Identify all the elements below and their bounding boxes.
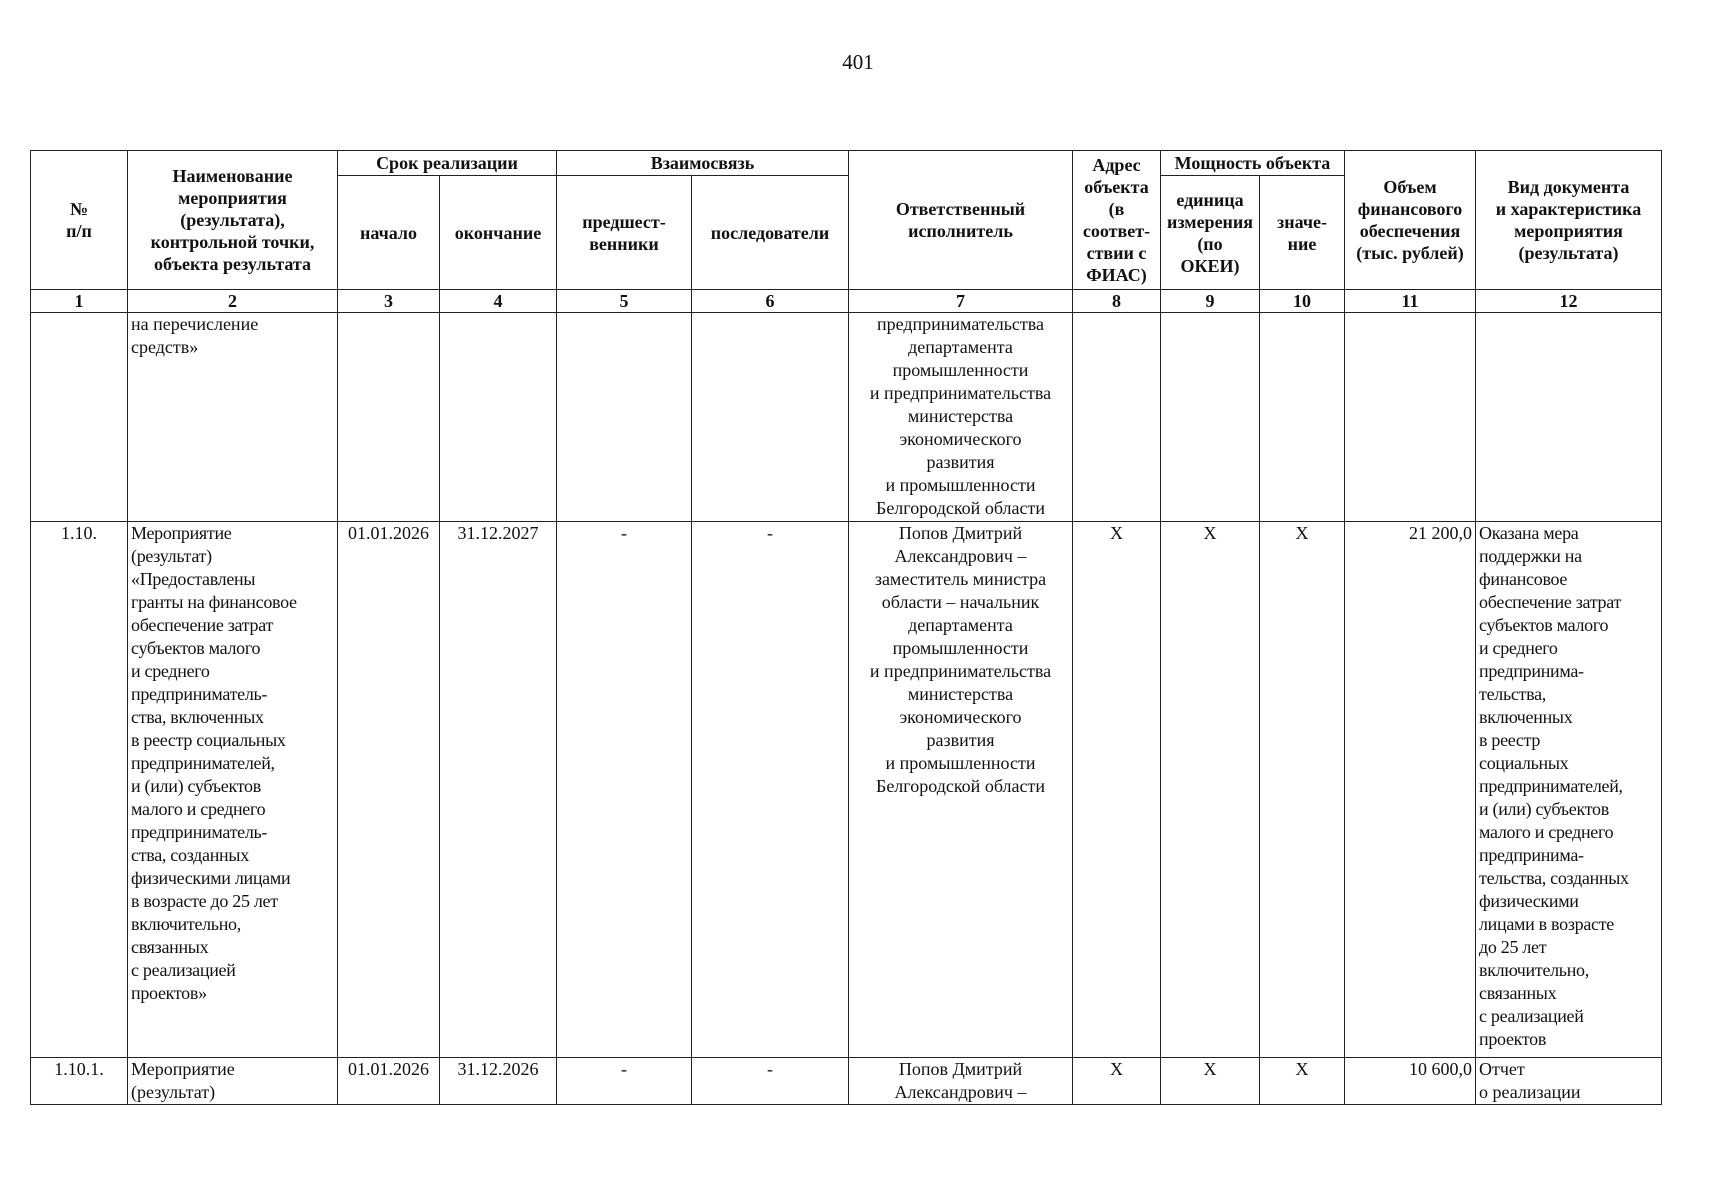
cell-document <box>1476 313 1662 522</box>
table-row <box>31 1058 1662 1105</box>
cell-num <box>31 313 128 522</box>
cell-document: Отчет о реализации <box>1476 1058 1662 1105</box>
cell-responsible: Попов Дмитрий Александрович – заместитель министра области – начальник департамента промышленности и предпринимательства министерства экономического развития и промышленности Белгородской области <box>849 522 1073 1058</box>
cell-unit <box>1161 313 1260 522</box>
col-number: 2 <box>128 290 338 313</box>
cell-start: 01.01.2026 <box>338 522 440 1058</box>
cell-name: на перечисление средств» <box>128 313 338 522</box>
cell-predecessors <box>557 313 692 522</box>
col-number: 10 <box>1260 290 1345 313</box>
header-term-group: Срок реализации <box>338 151 557 176</box>
col-number: 4 <box>440 290 557 313</box>
header-num: № п/п <box>31 151 128 290</box>
cell-successors: - <box>692 522 849 1058</box>
cell-start: 01.01.2026 <box>338 1058 440 1105</box>
cell-end <box>440 313 557 522</box>
table-row <box>31 313 1662 522</box>
cell-finance <box>1345 313 1476 522</box>
cell-predecessors: - <box>557 522 692 1058</box>
cell-unit: Х <box>1161 522 1260 1058</box>
col-number: 9 <box>1161 290 1260 313</box>
cell-name: Мероприятие (результат) «Предоставлены гранты на финансовое обеспечение затрат субъектов малого и среднего предприниматель- ства, включенных в реестр социальных предпринимателей, и (или) субъектов малого и среднего предприниматель- ства, созданных физическими лицами в возрасте до 25 лет включительно, связанных с реализацией проектов» <box>128 522 338 1058</box>
header-capacity-group: Мощность объекта <box>1161 151 1345 176</box>
header-address: Адрес объекта (в соответ- ствии с ФИАС) <box>1073 151 1161 290</box>
col-number: 6 <box>692 290 849 313</box>
cell-responsible: Попов Дмитрий Александрович – <box>849 1058 1073 1105</box>
header-predecessors: предшест- венники <box>557 176 692 290</box>
header-name: Наименование мероприятия (результата), контрольной точки, объекта результата <box>128 151 338 290</box>
cell-unit: Х <box>1161 1058 1260 1105</box>
cell-finance: 21 200,0 <box>1345 522 1476 1058</box>
cell-value: Х <box>1260 1058 1345 1105</box>
cell-successors <box>692 313 849 522</box>
col-number: 12 <box>1476 290 1662 313</box>
cell-document: Оказана мера поддержки на финансовое обеспечение затрат субъектов малого и среднего предпринима- тельства, включенных в реестр социальных предпринимателей, и (или) субъектов малого и среднего предпринима- тельства, созданных физическими лицами в возрасте до 25 лет включительно, связанных с реализацией проектов <box>1476 522 1662 1058</box>
col-number: 5 <box>557 290 692 313</box>
header-successors: последователи <box>692 176 849 290</box>
table-row <box>31 522 1662 1058</box>
col-number: 8 <box>1073 290 1161 313</box>
header-link-group: Взаимосвязь <box>557 151 849 176</box>
header-start: начало <box>338 176 440 290</box>
cell-value: Х <box>1260 522 1345 1058</box>
plan-table <box>30 150 1662 1105</box>
cell-name: Мероприятие (результат) <box>128 1058 338 1105</box>
header-responsible: Ответственный исполнитель <box>849 151 1073 290</box>
col-number: 11 <box>1345 290 1476 313</box>
cell-address: Х <box>1073 522 1161 1058</box>
col-number: 1 <box>31 290 128 313</box>
cell-num: 1.10.1. <box>31 1058 128 1105</box>
cell-value <box>1260 313 1345 522</box>
cell-num: 1.10. <box>31 522 128 1058</box>
cell-successors: - <box>692 1058 849 1105</box>
cell-address: Х <box>1073 1058 1161 1105</box>
page-number: 401 <box>842 50 874 74</box>
header-document: Вид документа и характеристика мероприятия (результата) <box>1476 151 1662 290</box>
cell-responsible: предпринимательства департамента промышленности и предпринимательства министерства экономического развития и промышленности Белгородской области <box>849 313 1073 522</box>
header-finance: Объем финансового обеспечения (тыс. рублей) <box>1345 151 1476 290</box>
cell-address <box>1073 313 1161 522</box>
col-number: 3 <box>338 290 440 313</box>
cell-end: 31.12.2026 <box>440 1058 557 1105</box>
cell-predecessors: - <box>557 1058 692 1105</box>
cell-finance: 10 600,0 <box>1345 1058 1476 1105</box>
col-number: 7 <box>849 290 1073 313</box>
header-end: окончание <box>440 176 557 290</box>
cell-start <box>338 313 440 522</box>
header-value: значе- ние <box>1260 176 1345 290</box>
cell-end: 31.12.2027 <box>440 522 557 1058</box>
header-unit: единица измерения (по ОКЕИ) <box>1161 176 1260 290</box>
